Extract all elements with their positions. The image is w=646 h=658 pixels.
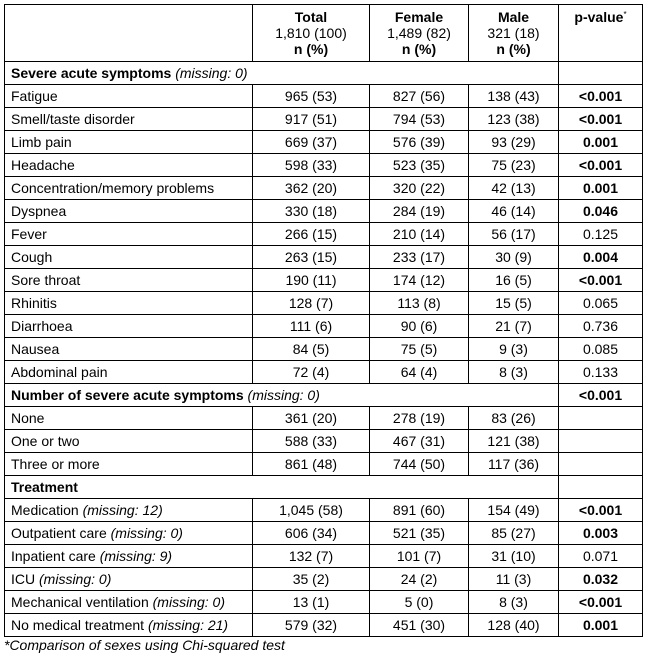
female-value: 320 (22) bbox=[370, 177, 469, 200]
p-value: 0.001 bbox=[559, 177, 643, 200]
p-value: <0.001 bbox=[559, 85, 643, 108]
female-value: 451 (30) bbox=[370, 614, 469, 637]
table-body bbox=[5, 62, 643, 637]
row-missing-note: (missing: 0) bbox=[110, 525, 183, 541]
male-value: 121 (38) bbox=[469, 430, 559, 453]
p-value: <0.001 bbox=[559, 499, 643, 522]
total-value: 35 (2) bbox=[253, 568, 370, 591]
total-value: 606 (34) bbox=[253, 522, 370, 545]
section-title-cell bbox=[5, 476, 559, 499]
row-label-cell bbox=[5, 246, 253, 269]
female-value: 174 (12) bbox=[370, 269, 469, 292]
row-label: Headache bbox=[11, 157, 75, 173]
p-value: 0.032 bbox=[559, 568, 643, 591]
header-female-unit: n (%) bbox=[401, 41, 437, 57]
total-value: 132 (7) bbox=[253, 545, 370, 568]
male-value: 128 (40) bbox=[469, 614, 559, 637]
total-value: 330 (18) bbox=[253, 200, 370, 223]
p-value bbox=[559, 430, 643, 453]
p-value: 0.071 bbox=[559, 545, 643, 568]
row-label: Nausea bbox=[11, 341, 60, 357]
p-value: 0.001 bbox=[559, 131, 643, 154]
total-value: 84 (5) bbox=[253, 338, 370, 361]
p-value: <0.001 bbox=[559, 154, 643, 177]
female-value: 523 (35) bbox=[370, 154, 469, 177]
p-value: 0.085 bbox=[559, 338, 643, 361]
p-value: 0.004 bbox=[559, 246, 643, 269]
row-label-cell bbox=[5, 522, 253, 545]
header-row bbox=[5, 5, 643, 62]
header-male-title: Male bbox=[497, 9, 530, 25]
total-value: 266 (15) bbox=[253, 223, 370, 246]
female-value: 90 (6) bbox=[370, 315, 469, 338]
female-value: 64 (4) bbox=[370, 361, 469, 384]
row-label: Smell/taste disorder bbox=[11, 111, 135, 127]
table-row bbox=[5, 522, 643, 545]
row-label: Abdominal pain bbox=[11, 364, 108, 380]
row-label-cell bbox=[5, 131, 253, 154]
p-value: <0.001 bbox=[559, 269, 643, 292]
section-missing-note: (missing: 0) bbox=[247, 387, 320, 403]
row-label-cell bbox=[5, 269, 253, 292]
section-header-row bbox=[5, 384, 643, 407]
row-label: Fever bbox=[11, 226, 47, 242]
male-value: 11 (3) bbox=[469, 568, 559, 591]
row-label-cell bbox=[5, 453, 253, 476]
row-label-cell bbox=[5, 430, 253, 453]
row-label-cell bbox=[5, 614, 253, 637]
section-title: Severe acute symptoms bbox=[11, 65, 172, 81]
table-row bbox=[5, 223, 643, 246]
row-label: One or two bbox=[11, 433, 80, 449]
header-pvalue bbox=[559, 5, 643, 62]
male-value: 83 (26) bbox=[469, 407, 559, 430]
p-value: 0.736 bbox=[559, 315, 643, 338]
total-value: 72 (4) bbox=[253, 361, 370, 384]
header-female-title: Female bbox=[394, 9, 444, 25]
female-value: 794 (53) bbox=[370, 108, 469, 131]
row-missing-note: (missing: 12) bbox=[82, 502, 163, 518]
section-title: Treatment bbox=[11, 479, 78, 495]
row-missing-note: (missing: 0) bbox=[39, 571, 112, 587]
female-value: 5 (0) bbox=[370, 591, 469, 614]
row-label: Fatigue bbox=[11, 88, 58, 104]
row-label: Dyspnea bbox=[11, 203, 67, 219]
table-row bbox=[5, 154, 643, 177]
table-row bbox=[5, 499, 643, 522]
row-label-cell bbox=[5, 499, 253, 522]
row-label: ICU bbox=[11, 571, 36, 587]
section-pvalue: <0.001 bbox=[559, 384, 643, 407]
table-row bbox=[5, 315, 643, 338]
p-value: <0.001 bbox=[559, 591, 643, 614]
row-label-cell bbox=[5, 200, 253, 223]
p-value: 0.003 bbox=[559, 522, 643, 545]
total-value: 965 (53) bbox=[253, 85, 370, 108]
table-footnote: *Comparison of sexes using Chi-squared test bbox=[4, 637, 285, 653]
total-value: 588 (33) bbox=[253, 430, 370, 453]
row-label: Limb pain bbox=[11, 134, 72, 150]
table-row bbox=[5, 545, 643, 568]
table-row bbox=[5, 177, 643, 200]
row-label: Cough bbox=[11, 249, 53, 265]
row-label-cell bbox=[5, 292, 253, 315]
row-label-cell bbox=[5, 177, 253, 200]
row-label-cell bbox=[5, 545, 253, 568]
section-title: Number of severe acute symptoms bbox=[11, 387, 244, 403]
female-value: 75 (5) bbox=[370, 338, 469, 361]
row-label: Three or more bbox=[11, 456, 100, 472]
section-pvalue bbox=[559, 476, 643, 499]
table-row bbox=[5, 453, 643, 476]
row-label-cell bbox=[5, 223, 253, 246]
female-value: 891 (60) bbox=[370, 499, 469, 522]
header-male bbox=[469, 5, 559, 62]
female-value: 24 (2) bbox=[370, 568, 469, 591]
header-male-unit: n (%) bbox=[496, 41, 531, 57]
female-value: 113 (8) bbox=[370, 292, 469, 315]
header-female-count: 1,489 (82) bbox=[387, 25, 451, 41]
total-value: 579 (32) bbox=[253, 614, 370, 637]
table-row bbox=[5, 338, 643, 361]
female-value: 210 (14) bbox=[370, 223, 469, 246]
female-value: 827 (56) bbox=[370, 85, 469, 108]
male-value: 46 (14) bbox=[469, 200, 559, 223]
row-label-cell bbox=[5, 338, 253, 361]
female-value: 101 (7) bbox=[370, 545, 469, 568]
section-header-row bbox=[5, 476, 643, 499]
table-row bbox=[5, 108, 643, 131]
p-value: 0.001 bbox=[559, 614, 643, 637]
section-pvalue bbox=[559, 62, 643, 85]
male-value: 8 (3) bbox=[469, 361, 559, 384]
symptoms-table bbox=[4, 4, 643, 637]
row-label: None bbox=[11, 410, 45, 426]
table-row bbox=[5, 568, 643, 591]
male-value: 117 (36) bbox=[469, 453, 559, 476]
row-label: Sore throat bbox=[11, 272, 81, 288]
male-value: 31 (10) bbox=[469, 545, 559, 568]
table-row bbox=[5, 292, 643, 315]
row-label: Outpatient care bbox=[11, 525, 107, 541]
section-header-row bbox=[5, 62, 643, 85]
row-label-cell bbox=[5, 85, 253, 108]
male-value: 85 (27) bbox=[469, 522, 559, 545]
header-total-unit: n (%) bbox=[293, 41, 329, 57]
section-title-cell bbox=[5, 384, 559, 407]
header-total bbox=[253, 5, 370, 62]
row-missing-note: (missing: 0) bbox=[152, 594, 225, 610]
row-label: Concentration/memory problems bbox=[11, 180, 215, 196]
header-female bbox=[370, 5, 469, 62]
table-row bbox=[5, 591, 643, 614]
female-value: 284 (19) bbox=[370, 200, 469, 223]
table-row bbox=[5, 430, 643, 453]
male-value: 8 (3) bbox=[469, 591, 559, 614]
p-value bbox=[559, 407, 643, 430]
male-value: 16 (5) bbox=[469, 269, 559, 292]
row-missing-note: (missing: 21) bbox=[147, 617, 229, 633]
male-value: 9 (3) bbox=[469, 338, 559, 361]
table-row bbox=[5, 361, 643, 384]
row-label: Rhinitis bbox=[11, 295, 57, 311]
total-value: 13 (1) bbox=[253, 591, 370, 614]
table-row bbox=[5, 246, 643, 269]
total-value: 111 (6) bbox=[253, 315, 370, 338]
male-value: 30 (9) bbox=[469, 246, 559, 269]
row-label: Mechanical ventilation bbox=[11, 594, 149, 610]
p-value: 0.046 bbox=[559, 200, 643, 223]
male-value: 56 (17) bbox=[469, 223, 559, 246]
female-value: 521 (35) bbox=[370, 522, 469, 545]
male-value: 93 (29) bbox=[469, 131, 559, 154]
p-value: 0.133 bbox=[559, 361, 643, 384]
row-label-cell bbox=[5, 591, 253, 614]
male-value: 75 (23) bbox=[469, 154, 559, 177]
p-value bbox=[559, 453, 643, 476]
total-value: 669 (37) bbox=[253, 131, 370, 154]
row-label-cell bbox=[5, 407, 253, 430]
table-row bbox=[5, 269, 643, 292]
section-title-cell bbox=[5, 62, 559, 85]
row-label: No medical treatment bbox=[11, 617, 145, 633]
total-value: 1,045 (58) bbox=[253, 499, 370, 522]
section-missing-note: (missing: 0) bbox=[175, 65, 248, 81]
header-pvalue-title: p-value bbox=[574, 9, 624, 25]
male-value: 138 (43) bbox=[469, 85, 559, 108]
row-label: Inpatient care bbox=[11, 548, 96, 564]
total-value: 190 (11) bbox=[253, 269, 370, 292]
p-value: <0.001 bbox=[559, 108, 643, 131]
table-row bbox=[5, 131, 643, 154]
male-value: 154 (49) bbox=[469, 499, 559, 522]
row-label-cell bbox=[5, 361, 253, 384]
header-empty bbox=[5, 5, 253, 62]
male-value: 42 (13) bbox=[469, 177, 559, 200]
total-value: 917 (51) bbox=[253, 108, 370, 131]
header-pvalue-sup: * bbox=[623, 10, 627, 19]
row-label: Diarrhoea bbox=[11, 318, 73, 334]
male-value: 15 (5) bbox=[469, 292, 559, 315]
total-value: 128 (7) bbox=[253, 292, 370, 315]
header-male-count: 321 (18) bbox=[487, 25, 540, 41]
table-row bbox=[5, 614, 643, 637]
female-value: 233 (17) bbox=[370, 246, 469, 269]
header-total-count: 1,810 (100) bbox=[275, 25, 347, 41]
total-value: 598 (33) bbox=[253, 154, 370, 177]
female-value: 744 (50) bbox=[370, 453, 469, 476]
row-label-cell bbox=[5, 108, 253, 131]
female-value: 576 (39) bbox=[370, 131, 469, 154]
row-label-cell bbox=[5, 154, 253, 177]
row-label-cell bbox=[5, 315, 253, 338]
female-value: 278 (19) bbox=[370, 407, 469, 430]
table-row bbox=[5, 200, 643, 223]
male-value: 123 (38) bbox=[469, 108, 559, 131]
p-value: 0.065 bbox=[559, 292, 643, 315]
table-row bbox=[5, 85, 643, 108]
male-value: 21 (7) bbox=[469, 315, 559, 338]
p-value: 0.125 bbox=[559, 223, 643, 246]
total-value: 362 (20) bbox=[253, 177, 370, 200]
header-total-title: Total bbox=[294, 9, 328, 25]
total-value: 861 (48) bbox=[253, 453, 370, 476]
row-missing-note: (missing: 9) bbox=[99, 548, 173, 564]
total-value: 263 (15) bbox=[253, 246, 370, 269]
table-row bbox=[5, 407, 643, 430]
female-value: 467 (31) bbox=[370, 430, 469, 453]
row-label-cell bbox=[5, 568, 253, 591]
total-value: 361 (20) bbox=[253, 407, 370, 430]
row-label: Medication bbox=[11, 502, 79, 518]
